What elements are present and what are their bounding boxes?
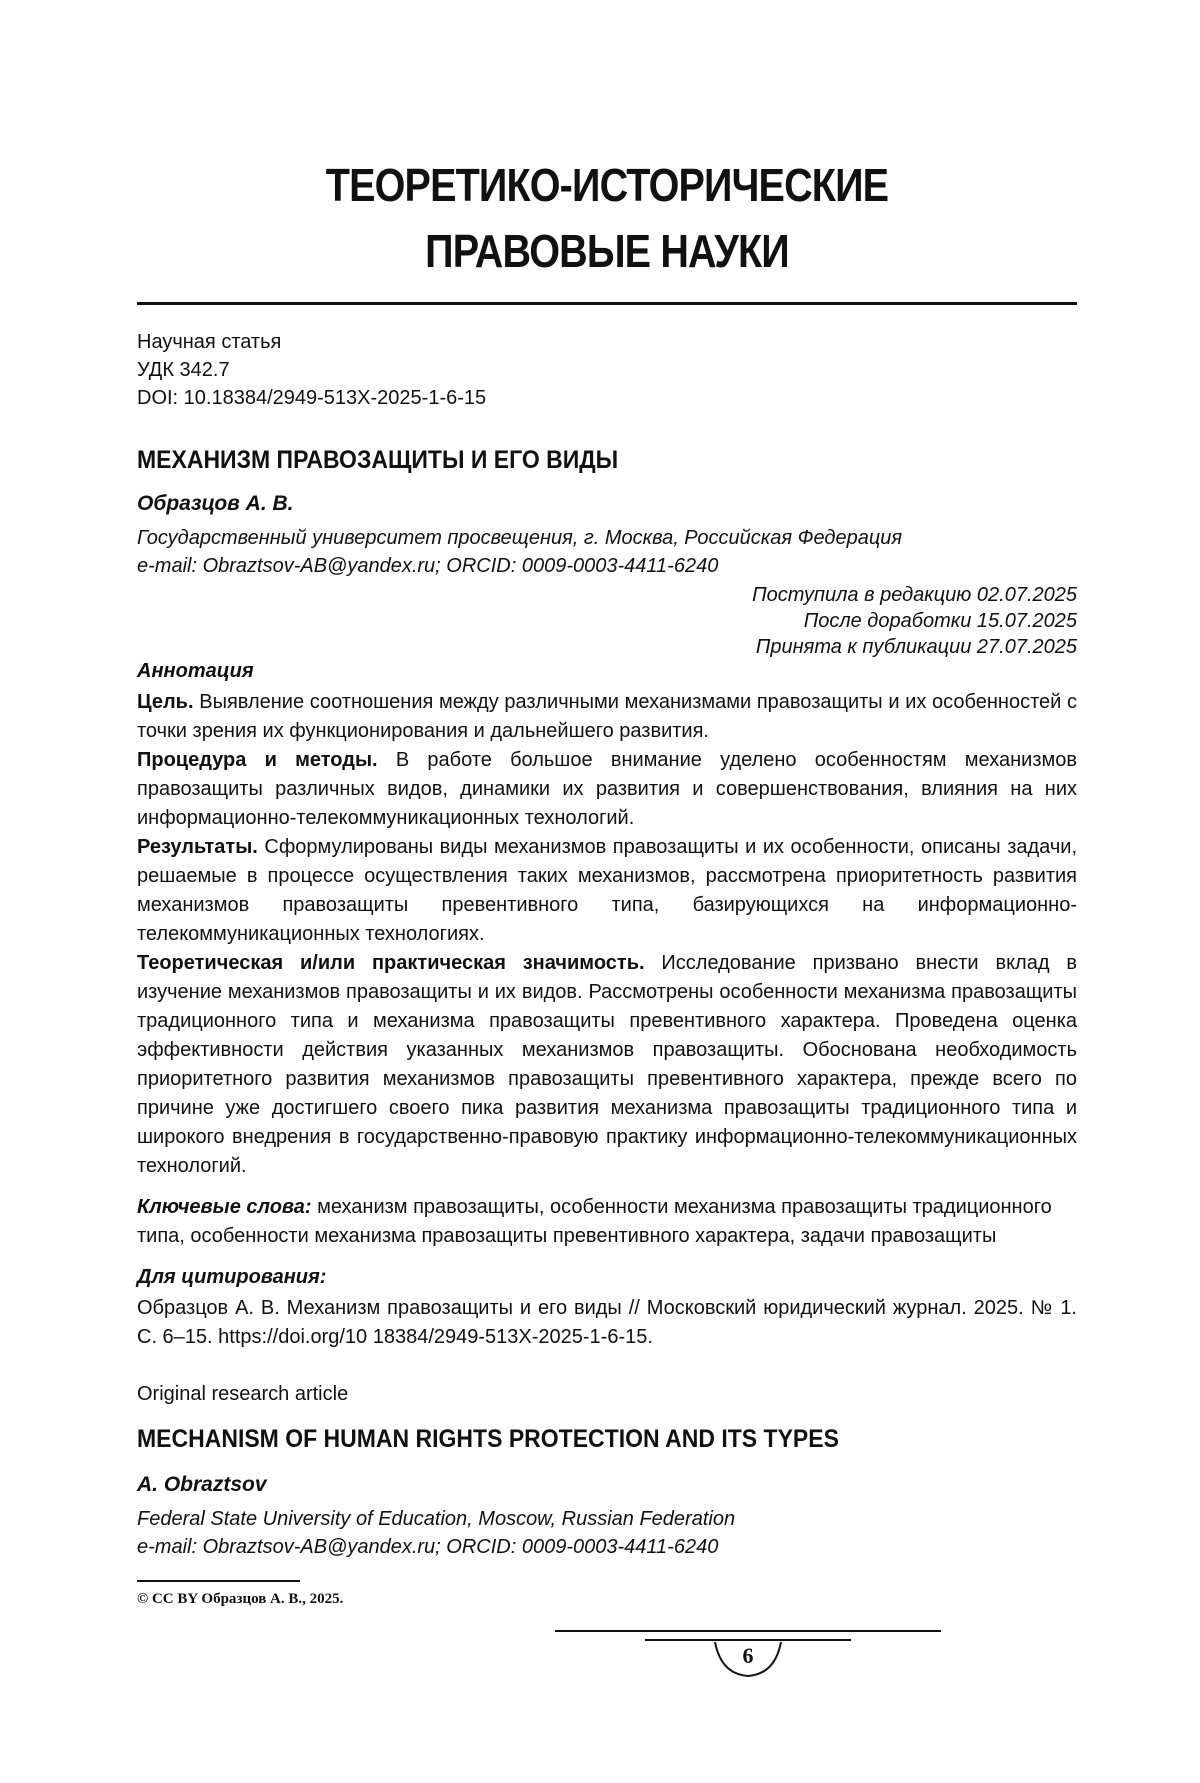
abstract-methods <box>137 746 1077 833</box>
english-affiliation <box>137 1505 735 1561</box>
abstract-aim-label: Цель. <box>137 691 194 713</box>
english-contact: e-mail: Obraztsov-AB@yandex.ru; ORCID: 0009-0003-4411-6240 <box>137 1533 735 1561</box>
english-article-title: MECHANISM OF HUMAN RIGHTS PROTECTION AND ITS TYPES <box>137 1425 839 1454</box>
keywords-label: Ключевые слова: <box>137 1196 312 1218</box>
page-number-rule-upper <box>555 1630 941 1632</box>
copyright-footnote: © CC BY Образцов А. В., 2025. <box>137 1591 343 1608</box>
article-title: МЕХАНИЗМ ПРАВОЗАЩИТЫ И ЕГО ВИДЫ <box>137 446 618 475</box>
top-divider <box>137 302 1077 305</box>
english-article-type: Original research article <box>137 1383 348 1406</box>
article-meta <box>137 328 486 412</box>
affiliation-text: Государственный университет просвещения, г. Москва, Российская Федерация <box>137 524 902 552</box>
citation-text: Образцов А. В. Механизм правозащиты и его виды // Московский юридический журнал. 2025. № 1. С. 6–15. https://doi.org/10 18384/2949-513X-2025-1-6-15. <box>137 1294 1077 1352</box>
article-dates <box>752 582 1077 660</box>
udc-code: УДК 342.7 <box>137 356 486 384</box>
abstract-significance-label: Теоретическая и/или практическая значимость. <box>137 952 645 974</box>
date-accepted: Принята к публикации 27.07.2025 <box>752 634 1077 660</box>
page-number: 6 <box>713 1643 783 1669</box>
author-affiliation <box>137 524 902 580</box>
section-title <box>203 152 1011 284</box>
author-name: Образцов А. В. <box>137 492 294 516</box>
keywords-text: механизм правозащиты, особенности механизма правозащиты традиционного типа, особенности механизма правозащиты превентивного характера, задачи правозащиты <box>137 1196 1052 1247</box>
article-type: Научная статья <box>137 328 486 356</box>
english-author-name: A. Obraztsov <box>137 1473 267 1497</box>
citation-heading: Для цитирования: <box>137 1266 326 1289</box>
abstract-results-text: Сформулированы виды механизмов правозащиты и их особенности, описаны задачи, решаемые в процессе осуществления таких механизмов, рассмотрена приоритетность развития механизмов правозащиты превентивного типа, базирующихся на информационно-телекоммуникационных технологиях. <box>137 836 1077 945</box>
abstract-body <box>137 688 1077 1181</box>
section-title-line-2: ПРАВОВЫЕ НАУКИ <box>203 218 1011 284</box>
abstract-aim-text: Выявление соотношения между различными механизмами правозащиты и их особенностей с точки зрения их функционирования и дальнейшего развития. <box>137 691 1077 742</box>
doi: DOI: 10.18384/2949-513X-2025-1-6-15 <box>137 384 486 412</box>
abstract-results-label: Результаты. <box>137 836 258 858</box>
abstract-methods-label: Процедура и методы. <box>137 749 378 771</box>
keywords <box>137 1193 1077 1251</box>
author-contact: e-mail: Obraztsov-AB@yandex.ru; ORCID: 0009-0003-4411-6240 <box>137 552 902 580</box>
date-received: Поступила в редакцию 02.07.2025 <box>752 582 1077 608</box>
abstract-significance-text: Исследование призвано внести вклад в изучение механизмов правозащиты и их видов. Рассмотрены особенности механизма правозащиты традиционного типа и механизма правозащиты превентивного характера. Проведена оценка эффективности действия указанных механизмов правозащиты. Обоснована необходимость приоритетного развития механизмов правозащиты превентивного характера, прежде всего по причине уже достигшего своего пика развития механизма правозащиты традиционного типа и широкого внедрения в государственно-правовую практику информационно-телекоммуникационных технологий. <box>137 952 1077 1177</box>
abstract-significance <box>137 949 1077 1181</box>
abstract-results <box>137 833 1077 949</box>
english-affiliation-text: Federal State University of Education, Moscow, Russian Federation <box>137 1505 735 1533</box>
footnote-divider <box>137 1580 300 1582</box>
abstract-heading: Аннотация <box>137 660 254 683</box>
abstract-methods-text: В работе большое внимание уделено особенностям механизмов правозащиты различных видов, динамики их развития и совершенствования, влияния на них информационно-телекоммуникационных технологий. <box>137 749 1077 829</box>
date-revised: После доработки 15.07.2025 <box>752 608 1077 634</box>
abstract-aim <box>137 688 1077 746</box>
section-title-line-1: ТЕОРЕТИКО-ИСТОРИЧЕСКИЕ <box>203 152 1011 218</box>
